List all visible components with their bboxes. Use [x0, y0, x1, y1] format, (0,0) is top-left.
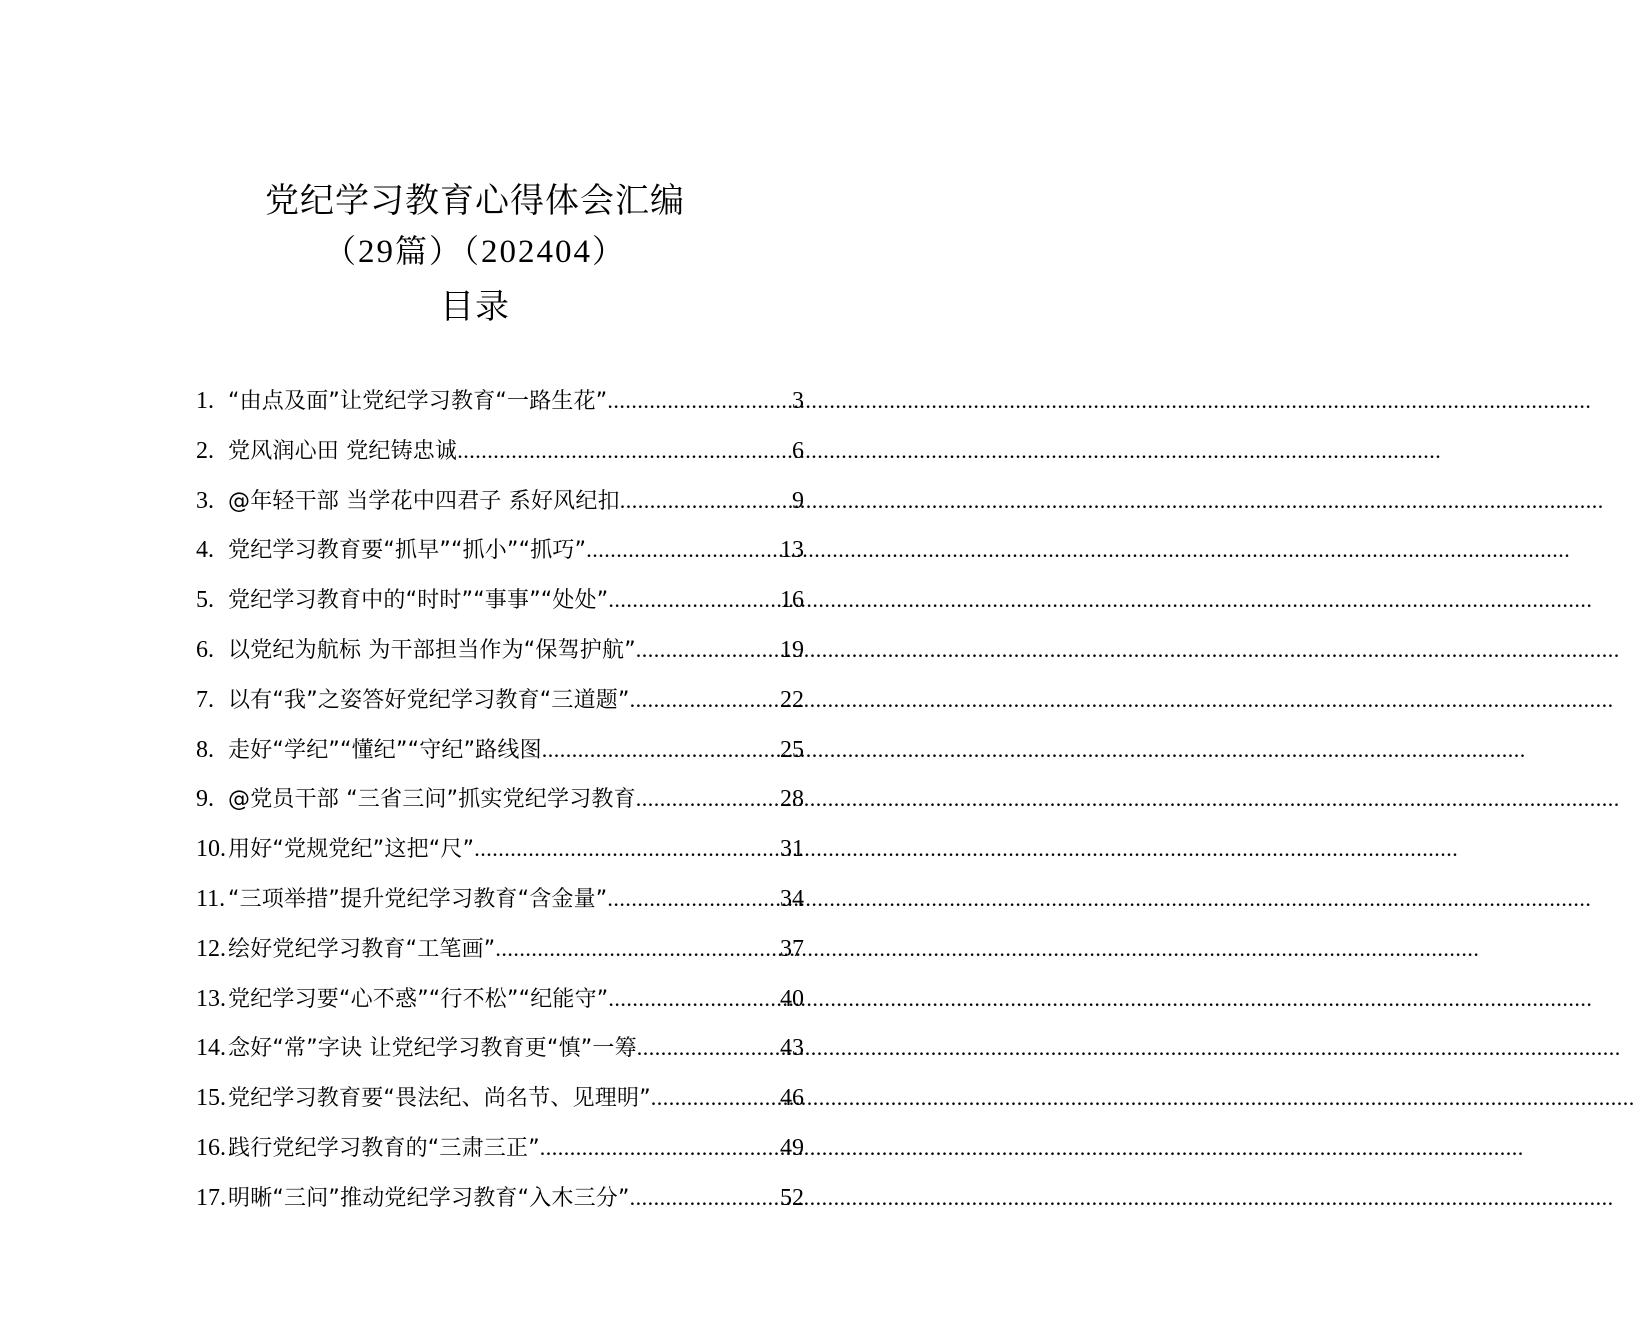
- toc-entry-number: 16.: [196, 1134, 226, 1161]
- toc-dot-leader: [636, 625, 780, 675]
- toc-entry-number: 15.: [196, 1085, 226, 1112]
- toc-entry-page-number[interactable]: 40: [780, 985, 804, 1012]
- toc-entry-11[interactable]: [196, 874, 804, 924]
- toc-entry-title[interactable]: 党纪学习教育要“畏法纪、尚名节、见理明”: [228, 1086, 651, 1112]
- subtitle-close-paren: ）: [592, 232, 627, 270]
- toc-entry-5[interactable]: [196, 575, 804, 625]
- toc-entry-number: 8.: [196, 736, 214, 763]
- toc-entry-1[interactable]: [196, 376, 804, 426]
- toc-entry-14[interactable]: [196, 1023, 804, 1073]
- toc-entry-title[interactable]: 用好“党规党纪”这把“尺”: [228, 837, 475, 863]
- toc-entry-page-number[interactable]: 22: [780, 686, 804, 713]
- toc-entry-number: 4.: [196, 537, 214, 564]
- toc-entry-page-number[interactable]: 52: [780, 1184, 804, 1211]
- toc-entry-page-number[interactable]: 31: [780, 836, 804, 863]
- toc-entry-6[interactable]: [196, 625, 804, 675]
- toc-entry-title[interactable]: 以党纪为航标 为干部担当作为“保驾护航”: [228, 637, 636, 663]
- document-subtitle: [0, 226, 950, 276]
- toc-entry-number: 5.: [196, 587, 214, 614]
- toc-dot-leader: [457, 426, 792, 476]
- toc-dot-leader: [607, 874, 780, 924]
- toc-dot-leader: [608, 974, 780, 1024]
- toc-entry-title[interactable]: @党员干部 “三省三问”抓实党纪学习教育: [228, 787, 636, 813]
- toc-dot-leader: [495, 924, 780, 974]
- toc-entry-3[interactable]: [196, 476, 804, 526]
- toc-entry-page-number[interactable]: 3: [792, 388, 804, 414]
- subtitle-date: 202404: [481, 234, 592, 270]
- toc-dot-leader: [637, 1023, 780, 1073]
- toc-entry-title[interactable]: 党纪学习教育中的“时时”“事事”“处处”: [228, 588, 609, 614]
- subtitle-article-count: 29: [357, 234, 395, 270]
- toc-entry-title[interactable]: 党风润心田 党纪铸忠诚: [228, 438, 458, 464]
- toc-entry-title[interactable]: 走好“学纪”“懂纪”“守纪”路线图: [228, 737, 542, 763]
- toc-entry-title[interactable]: 党纪学习教育要“抓早”“抓小”“抓巧”: [228, 538, 587, 564]
- toc-entry-number: 11.: [196, 885, 226, 912]
- toc-entry-9[interactable]: [196, 774, 804, 824]
- toc-entry-page-number[interactable]: 6: [792, 437, 804, 464]
- toc-entry-title[interactable]: @年轻干部 当学花中四君子 系好风纪扣: [228, 488, 620, 514]
- toc-entry-title[interactable]: 以有“我”之姿答好党纪学习教育“三道题”: [228, 687, 630, 713]
- toc-entry-page-number[interactable]: 37: [780, 935, 804, 962]
- toc-entry-title[interactable]: 践行党纪学习教育的“三肃三正”: [228, 1135, 540, 1161]
- toc-entry-number: 6.: [196, 636, 214, 663]
- toc-entry-number: 9.: [196, 786, 214, 813]
- toc-entry-number: 2.: [196, 437, 214, 464]
- toc-entry-13[interactable]: [196, 974, 804, 1024]
- toc-dot-leader: [630, 1173, 780, 1223]
- toc-entry-page-number[interactable]: 25: [780, 736, 804, 763]
- toc-dot-leader: [542, 725, 780, 775]
- toc-entry-12[interactable]: [196, 924, 804, 974]
- toc-dot-leader: [630, 675, 780, 725]
- toc-entry-number: 3.: [196, 487, 214, 514]
- toc-dot-leader: [608, 575, 780, 625]
- toc-entry-number: 14.: [196, 1035, 226, 1062]
- toc-entry-number: 13.: [196, 985, 226, 1012]
- document-title: 党纪学习教育心得体会汇编: [265, 181, 685, 221]
- toc-entry-number: 12.: [196, 935, 226, 962]
- toc-entry-17[interactable]: [196, 1173, 804, 1223]
- toc-entry-title[interactable]: “由点及面”让党纪学习教育“一路生花”: [228, 389, 608, 414]
- subtitle-mid: 篇）（: [394, 232, 481, 270]
- toc-entry-title[interactable]: 绘好党纪学习教育“工笔画”: [228, 936, 496, 962]
- toc-entry-15[interactable]: [196, 1073, 804, 1123]
- toc-entry-2[interactable]: [196, 426, 804, 476]
- toc-entry-page-number[interactable]: 43: [780, 1035, 804, 1062]
- toc-entry-page-number[interactable]: 16: [780, 587, 804, 614]
- subtitle-open-paren: （: [323, 232, 358, 270]
- toc-heading: 目录: [440, 287, 510, 327]
- title-block: [0, 176, 950, 332]
- toc-entry-page-number[interactable]: 19: [780, 636, 804, 663]
- toc-entry-number: 17.: [196, 1184, 226, 1211]
- toc-entry-page-number[interactable]: 28: [780, 786, 804, 813]
- toc-dot-leader: [474, 824, 780, 874]
- toc-entry-16[interactable]: [196, 1123, 804, 1173]
- toc-entry-7[interactable]: [196, 675, 804, 725]
- toc-dot-leader: [607, 376, 792, 426]
- toc-dot-leader: [651, 1073, 780, 1123]
- toc-entry-number: 7.: [196, 686, 214, 713]
- toc-entry-title[interactable]: 明晰“三问”推动党纪学习教育“入木三分”: [228, 1185, 630, 1211]
- toc-entry-title[interactable]: “三项举措”提升党纪学习教育“含金量”: [228, 886, 608, 912]
- toc-entry-page-number[interactable]: 34: [780, 885, 804, 912]
- toc-entry-number: 1.: [196, 388, 214, 414]
- toc-entry-page-number[interactable]: 9: [792, 487, 804, 514]
- toc-entry-page-number[interactable]: 49: [780, 1134, 804, 1161]
- table-of-contents: [196, 376, 804, 1223]
- toc-entry-title[interactable]: 党纪学习要“心不惑”“行不松”“纪能守”: [228, 986, 609, 1012]
- toc-entry-page-number[interactable]: 46: [780, 1085, 804, 1112]
- toc-entry-8[interactable]: [196, 725, 804, 775]
- toc-dot-leader: [586, 525, 780, 575]
- toc-entry-10[interactable]: [196, 824, 804, 874]
- toc-dot-leader: [540, 1123, 780, 1173]
- toc-entry-page-number[interactable]: 13: [780, 537, 804, 564]
- toc-entry-title[interactable]: 念好“常”字诀 让党纪学习教育更“慎”一筹: [228, 1036, 637, 1062]
- toc-entry-number: 10.: [196, 836, 226, 863]
- toc-entry-4[interactable]: [196, 525, 804, 575]
- toc-dot-leader: [636, 774, 780, 824]
- toc-dot-leader: [620, 476, 792, 526]
